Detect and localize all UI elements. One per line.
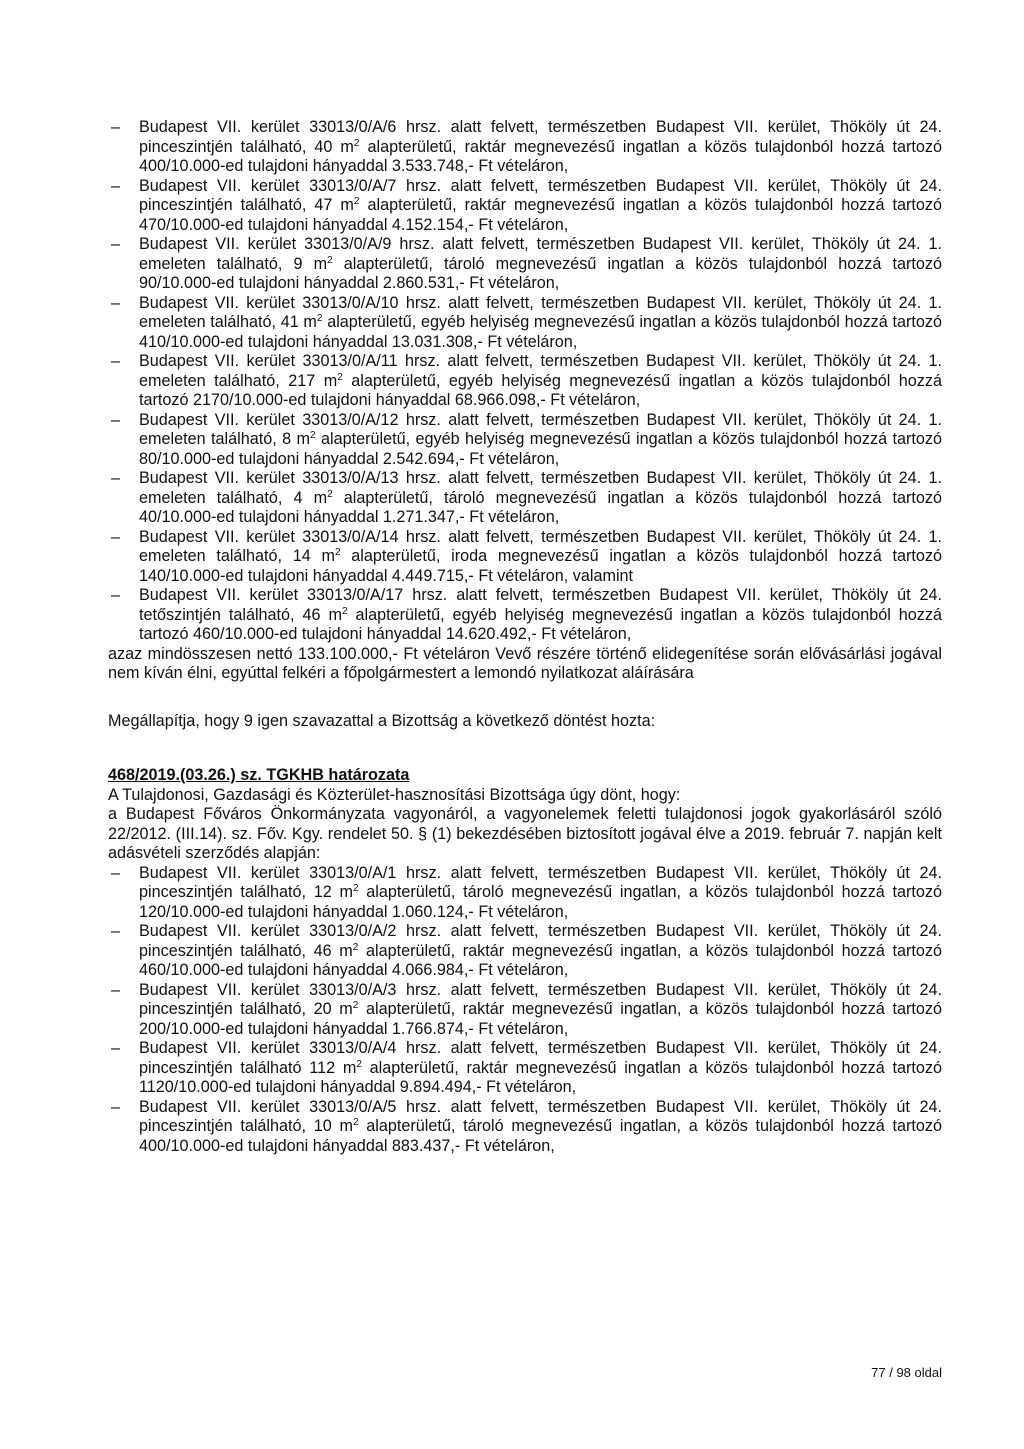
list-item: – Budapest VII. kerület 33013/0/A/2 hrsz. alatt felvett, természetben Budapest VII. kerület, Thököly út 24. pinceszintjén található, 46 $m^2$ alapterületű, raktár megnevezésű ingatlan, a közös tulajdonból hozzá tartozó 460/10.000-ed tulajdoni hányaddal 4.066.984,- Ft vételáron, [108, 922, 942, 981]
list-item: – Budapest VII. kerület 33013/0/A/10 hrsz. alatt felvett, természetben Budapest VII. kerület, Thököly út 24. 1. emeleten található, 41 $m^2$ alapterületű, egyéb helyiség megnevezésű ingatlan a közös tulajdonból hozzá tartozó 410/10.000-ed tulajdoni hányaddal 13.031.308,- Ft vételáron, [108, 294, 942, 353]
summary-paragraph: azaz mindösszesen nettó 133.100.000,- Ft vételáron Vevő részére történő elidegenítése során elővásárlási jogával nem kíván élni, egyúttal felkéri a főpolgármestert a lemondó nyilatkozat aláírására [108, 644, 942, 682]
list-item: – Budapest VII. kerület 33013/0/A/4 hrsz. alatt felvett, természetben Budapest VII. kerület, Thököly út 24. pinceszintjén található 112 $m^2$ alapterületű, raktár megnevezésű ingatlan a közös tulajdonból hozzá tartozó 1120/10.000-ed tulajdoni hányaddal 9.894.494,- Ft vételáron, [108, 1039, 942, 1098]
legal-basis-paragraph: a Budapest Főváros Önkormányzata vagyonáról, a vagyonelemek feletti tulajdonosi jogok gyakorlásáról szóló 22/2012. (III.14). sz. Főv. Kgy. rendelet 50. § (1) bekezdésében biztosított jogával élve a 2019. február 7. napján kelt adásvételi szerződés alapján: [108, 805, 942, 862]
property-list-2 [108, 864, 942, 1157]
intro-paragraph: A Tulajdonosi, Gazdasági és Közterület-hasznosítási Bizottsága úgy dönt, hogy: [108, 785, 681, 804]
page-number: 77 / 98 oldal [871, 1365, 942, 1380]
list-item: – Budapest VII. kerület 33013/0/A/6 hrsz. alatt felvett, természetben Budapest VII. kerület, Thököly út 24. pinceszintjén található, 40 $m^2$ alapterületű, raktár megnevezésű ingatlan a közös tulajdonból hozzá tartozó 400/10.000-ed tulajdoni hányaddal 3.533.748,- Ft vételáron, [108, 118, 942, 177]
resolution-title: 468/2019.(03.26.) sz. TGKHB határozata [108, 766, 410, 784]
list-item: – Budapest VII. kerület 33013/0/A/3 hrsz. alatt felvett, természetben Budapest VII. kerület, Thököly út 24. pinceszintjén található, 20 $m^2$ alapterületű, raktár megnevezésű ingatlan, a közös tulajdonból hozzá tartozó 200/10.000-ed tulajdoni hányaddal 1.766.874,- Ft vételáron, [108, 981, 942, 1040]
list-item: – Budapest VII. kerület 33013/0/A/7 hrsz. alatt felvett, természetben Budapest VII. kerület, Thököly út 24. pinceszintjén található, 47 $m^2$ alapterületű, raktár megnevezésű ingatlan a közös tulajdonból hozzá tartozó 470/10.000-ed tulajdoni hányaddal 4.152.154,- Ft vételáron, [108, 177, 942, 236]
list-item: – Budapest VII. kerület 33013/0/A/12 hrsz. alatt felvett, természetben Budapest VII. kerület, Thököly út 24. 1. emeleten található, 8 $m^2$ alapterületű, egyéb helyiség megnevezésű ingatlan a közös tulajdonból hozzá tartozó 80/10.000-ed tulajdoni hányaddal 2.542.694,- Ft vételáron, [108, 411, 942, 470]
list-item: – Budapest VII. kerület 33013/0/A/1 hrsz. alatt felvett, természetben Budapest VII. kerület, Thököly út 24. pinceszintjén található, 12 $m^2$ alapterületű, tároló megnevezésű ingatlan, a közös tulajdonból hozzá tartozó 120/10.000-ed tulajdoni hányaddal 1.060.124,- Ft vételáron, [108, 864, 942, 923]
list-item: – Budapest VII. kerület 33013/0/A/9 hrsz. alatt felvett, természetben Budapest VII. kerület, Thököly út 24. 1. emeleten található, 9 $m^2$ alapterületű, tároló megnevezésű ingatlan a közös tulajdonból hozzá tartozó 90/10.000-ed tulajdoni hányaddal 2.860.531,- Ft vételáron, [108, 235, 942, 294]
list-item: – Budapest VII. kerület 33013/0/A/13 hrsz. alatt felvett, természetben Budapest VII. kerület, Thököly út 24. 1. emeleten található, 4 $m^2$ alapterületű, tároló megnevezésű ingatlan a közös tulajdonból hozzá tartozó 40/10.000-ed tulajdoni hányaddal 1.271.347,- Ft vételáron, [108, 469, 942, 528]
document-body [108, 118, 942, 1156]
spacer [108, 731, 942, 766]
spacer [108, 684, 942, 712]
list-item: – Budapest VII. kerület 33013/0/A/17 hrsz. alatt felvett, természetben Budapest VII. kerület, Thököly út 24. tetőszintjén található, 46 $m^2$ alapterületű, egyéb helyiség megnevezésű ingatlan a közös tulajdonból hozzá tartozó 460/10.000-ed tulajdoni hányaddal 14.620.492,- Ft vételáron, [108, 586, 942, 645]
property-list-1 [108, 118, 942, 645]
list-item: – Budapest VII. kerület 33013/0/A/14 hrsz. alatt felvett, természetben Budapest VII. kerület, Thököly út 24. 1. emeleten található, 14 $m^2$ alapterületű, iroda megnevezésű ingatlan a közös tulajdonból hozzá tartozó 140/10.000-ed tulajdoni hányaddal 4.449.715,- Ft vételáron, valamint [108, 528, 942, 587]
vote-statement: Megállapítja, hogy 9 igen szavazattal a Bizottság a következő döntést hozta: [108, 711, 656, 730]
list-item: – Budapest VII. kerület 33013/0/A/11 hrsz. alatt felvett, természetben Budapest VII. kerület, Thököly út 24. 1. emeleten található, 217 $m^2$ alapterületű, egyéb helyiség megnevezésű ingatlan a közös tulajdonból hozzá tartozó 2170/10.000-ed tulajdoni hányaddal 68.966.098,- Ft vételáron, [108, 352, 942, 411]
list-item: – Budapest VII. kerület 33013/0/A/5 hrsz. alatt felvett, természetben Budapest VII. kerület, Thököly út 24. pinceszintjén található, 10 $m^2$ alapterületű, tároló megnevezésű ingatlan, a közös tulajdonból hozzá tartozó 400/10.000-ed tulajdoni hányaddal 883.437,- Ft vételáron, [108, 1098, 942, 1157]
